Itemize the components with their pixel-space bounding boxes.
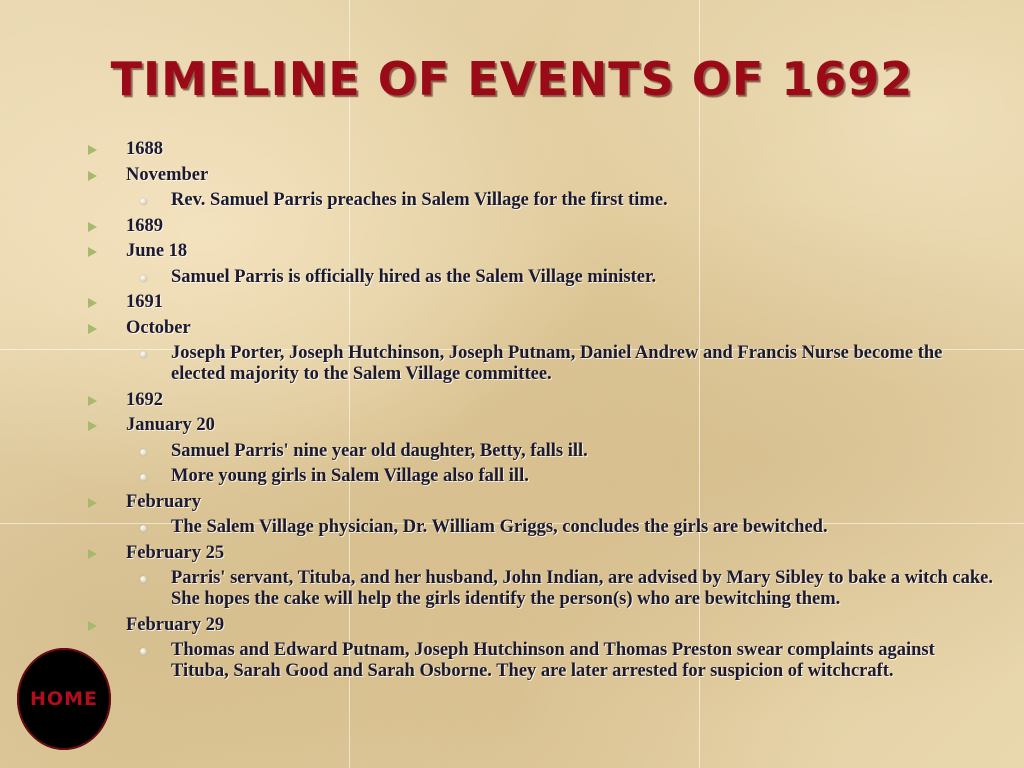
timeline-date-item bbox=[86, 165, 996, 186]
dot-bullet-icon bbox=[140, 576, 147, 583]
item-text: Samuel Parris' nine year old daughter, Betty, falls ill. bbox=[171, 440, 588, 461]
timeline-date-item bbox=[86, 216, 996, 237]
item-text: November bbox=[126, 164, 209, 185]
dot-bullet-icon bbox=[140, 648, 147, 655]
item-text: January 20 bbox=[126, 415, 215, 435]
arrow-bullet-icon bbox=[88, 247, 97, 257]
arrow-bullet-icon bbox=[88, 421, 97, 431]
item-text: February bbox=[126, 491, 202, 512]
item-text: February 25 bbox=[126, 542, 225, 563]
item-text: 1689 bbox=[126, 215, 163, 236]
dot-bullet-icon bbox=[140, 525, 147, 532]
item-text: February 29 bbox=[126, 614, 225, 635]
item-text: Joseph Porter, Joseph Hutchinson, Joseph Putnam, Daniel Andrew and Francis Nurse become the elected majority to the Salem Village committee. bbox=[171, 343, 943, 384]
item-text: The Salem Village physician, Dr. William Griggs, concludes the girls are bewitched. bbox=[171, 517, 828, 537]
home-button-label: HOME bbox=[30, 688, 98, 710]
timeline-date-item bbox=[86, 292, 996, 313]
item-text: June 18 bbox=[126, 241, 188, 261]
timeline-date-item bbox=[86, 615, 996, 636]
arrow-bullet-icon bbox=[88, 396, 97, 406]
arrow-bullet-icon bbox=[88, 145, 97, 155]
timeline-date-item bbox=[86, 415, 996, 436]
timeline-date-item bbox=[86, 543, 996, 564]
timeline-event-item bbox=[86, 267, 996, 288]
timeline-event-item bbox=[86, 441, 996, 462]
item-text: More young girls in Salem Village also fall ill. bbox=[171, 466, 529, 486]
timeline-date-item bbox=[86, 139, 996, 160]
timeline-date-item bbox=[86, 492, 996, 513]
arrow-bullet-icon bbox=[88, 222, 97, 232]
timeline-date-item bbox=[86, 241, 996, 262]
arrow-bullet-icon bbox=[88, 498, 97, 508]
home-button[interactable] bbox=[17, 648, 111, 750]
arrow-bullet-icon bbox=[88, 621, 97, 631]
dot-bullet-icon bbox=[140, 275, 147, 282]
dot-bullet-icon bbox=[140, 474, 147, 481]
item-text: Thomas and Edward Putnam, Joseph Hutchinson and Thomas Preston swear complaints against Tituba, Sarah Good and Sarah Osborne. They are later arrested for suspicion of witchcraft. bbox=[171, 640, 935, 681]
timeline-event-item bbox=[86, 640, 996, 682]
dot-bullet-icon bbox=[140, 449, 147, 456]
timeline-event-item bbox=[86, 190, 996, 211]
item-text: 1691 bbox=[126, 292, 163, 312]
item-text: October bbox=[126, 317, 191, 338]
item-text: 1688 bbox=[126, 139, 163, 159]
item-text: Samuel Parris is officially hired as the Salem Village minister. bbox=[171, 266, 657, 287]
arrow-bullet-icon bbox=[88, 298, 97, 308]
item-text: Rev. Samuel Parris preaches in Salem Village for the first time. bbox=[171, 190, 668, 210]
item-text: 1692 bbox=[126, 389, 163, 410]
timeline-event-item bbox=[86, 343, 996, 385]
item-text: Parris' servant, Tituba, and her husband, John Indian, are advised by Mary Sibley to bake a witch cake. She hopes the cake will help the girls identify the person(s) who are bewitching them. bbox=[171, 568, 994, 609]
arrow-bullet-icon bbox=[88, 171, 97, 181]
timeline-event-item bbox=[86, 517, 996, 538]
slide-title: TIMELINE OF EVENTS OF 1692 bbox=[110, 52, 914, 106]
timeline-date-item bbox=[86, 318, 996, 339]
timeline-list bbox=[86, 139, 996, 687]
timeline-date-item bbox=[86, 390, 996, 411]
dot-bullet-icon bbox=[140, 351, 147, 358]
arrow-bullet-icon bbox=[88, 324, 97, 334]
timeline-event-item bbox=[86, 466, 996, 487]
timeline-event-item bbox=[86, 568, 996, 610]
arrow-bullet-icon bbox=[88, 549, 97, 559]
dot-bullet-icon bbox=[140, 198, 147, 205]
